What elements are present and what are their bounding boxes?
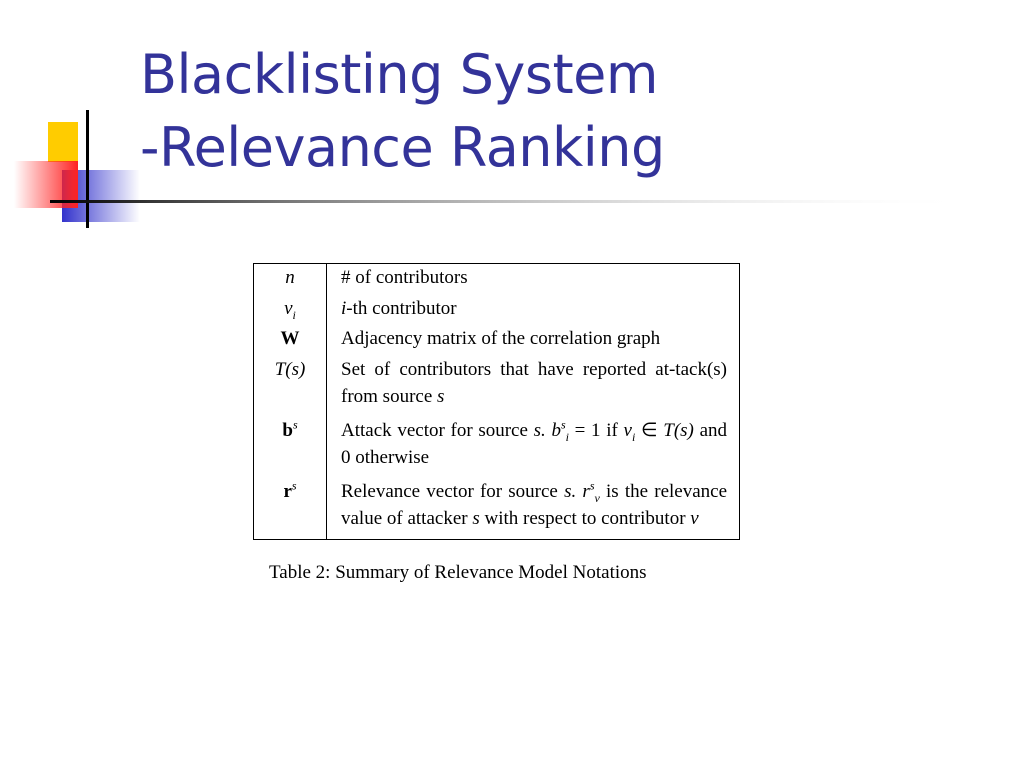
mid-var: s [472,508,480,530]
formula-var: v [623,419,632,441]
description-cell [327,356,740,417]
table-row [254,264,740,295]
formula-base: b [551,419,561,441]
table-caption: Table 2: Summary of Relevance Model Notations [269,562,647,583]
yellow-square [48,122,78,162]
description-tail: and 0 otherwise [341,419,728,469]
symbol-b: b [282,419,293,441]
description-mid: is the relevance value of attacker [341,480,728,530]
symbol-cell [254,325,327,356]
formula-equals: = 1 if [574,419,618,441]
slide-title [140,38,665,184]
description-text: Attack vector for source [341,419,528,441]
symbol-cell [254,356,327,417]
description-text: Relevance vector for source [341,480,558,502]
symbol-cell [254,264,327,295]
title-line-2: -Relevance Ranking [140,116,665,179]
description-text: -th contributor [346,297,457,319]
table-row [254,478,740,540]
description-text: Set of contributors that have reported at-tack(s) from source [341,358,727,408]
symbol-cell [254,295,327,326]
description-cell: Adjacency matrix of the correlation graph [341,328,661,350]
table-row [254,295,740,326]
formula-sup: s [560,417,566,432]
symbol-b-superscript: s [292,417,298,432]
formula-var-sub: i [631,429,636,444]
description-var: s [437,386,445,408]
symbol-n: n [285,267,295,288]
notation-table [253,263,740,540]
formula-sub: i [565,429,569,444]
symbol-ts: T(s) [274,358,306,380]
description-var: i [341,297,347,319]
symbol-r-superscript: s [291,478,297,493]
formula-sub: v [594,490,600,505]
description-var: s. [533,419,546,441]
description-cell: # of contributors [341,267,468,288]
description-var: s. [564,480,577,502]
formula-element-of: ∈ [641,419,658,441]
title-line-1: Blacklisting System [140,43,658,106]
symbol-cell [254,478,327,540]
symbol-v-subscript: i [292,307,296,322]
description-cell [327,417,740,478]
description-cell [327,478,740,540]
description-end: with respect to contributor [484,508,686,530]
horizontal-rule [50,200,974,203]
symbol-cell [254,417,327,478]
formula-base: r [582,480,590,502]
symbol-w: W [280,328,300,350]
description-cell [327,295,740,326]
symbol-r: r [283,480,292,502]
formula-sup: s [589,478,595,493]
end-var: v [690,508,699,530]
formula-set: T(s) [663,419,694,441]
table-row [254,356,740,417]
vertical-rule [86,110,89,228]
table-row [254,325,740,356]
table-row [254,417,740,478]
symbol-v: v [284,297,293,319]
